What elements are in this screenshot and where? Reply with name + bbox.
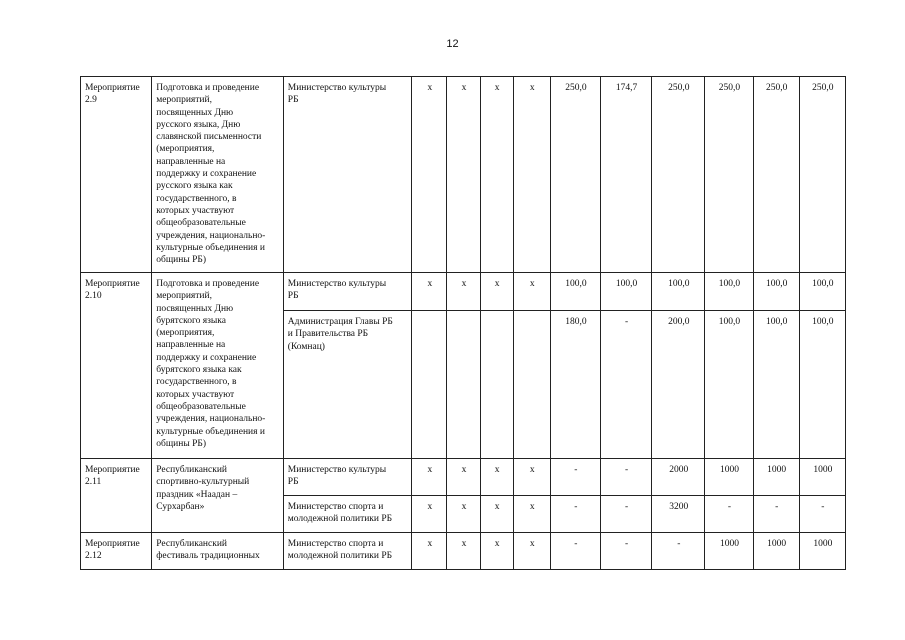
value-cell: 1000 xyxy=(753,459,799,496)
text-line: Сурхарбан» xyxy=(156,501,205,512)
event-id-text: Мероприятие xyxy=(85,539,140,549)
text-line: Министерство спорта и xyxy=(287,502,384,512)
text-line: РБ xyxy=(287,477,299,488)
text-line: бурятского языка как xyxy=(156,365,242,376)
table-row xyxy=(81,273,846,311)
value-cell: х xyxy=(412,533,447,570)
text-line: поддержку и сохранение xyxy=(156,169,257,180)
executor-cell xyxy=(283,533,412,570)
table-row xyxy=(81,533,846,570)
text-line: учреждения, национально- xyxy=(156,230,266,241)
text-line: культурные объединения и xyxy=(156,426,265,437)
text-line: направленные на xyxy=(156,156,226,167)
text-line: Подготовка и проведение xyxy=(156,279,260,289)
event-id-text: Мероприятие xyxy=(85,465,140,475)
text-line: общеобразовательные xyxy=(156,218,246,229)
table-row xyxy=(81,77,846,273)
value-cell: 250,0 xyxy=(652,77,705,273)
text-line: молодежной политики РБ xyxy=(287,514,393,525)
text-line: Республиканский xyxy=(156,465,227,475)
text-line: посвященных Дню xyxy=(156,107,234,118)
event-id-text: 2.10 xyxy=(85,291,102,302)
value-cell: 174,7 xyxy=(600,77,651,273)
value-cell: 100,0 xyxy=(600,273,651,311)
value-cell: х xyxy=(447,533,480,570)
value-cell: - xyxy=(550,533,600,570)
value-cell: 250,0 xyxy=(705,77,753,273)
text-line: русского языка как xyxy=(156,181,233,192)
page-number: 12 xyxy=(446,38,459,50)
text-line: Республиканский xyxy=(156,539,227,549)
value-cell: 100,0 xyxy=(753,311,799,459)
value-cell: 250,0 xyxy=(753,77,799,273)
text-line: которых участвуют xyxy=(156,389,235,400)
text-line: славянской письменности xyxy=(156,132,262,143)
value-cell: - xyxy=(652,533,705,570)
value-cell: - xyxy=(600,459,651,496)
value-cell: - xyxy=(799,496,845,533)
event-id-text: 2.12 xyxy=(85,551,102,562)
executor-cell xyxy=(283,496,412,533)
value-cell xyxy=(480,311,513,459)
event-id-text: 2.9 xyxy=(85,95,97,106)
value-cell: х xyxy=(412,273,447,311)
value-cell: х xyxy=(480,77,513,273)
value-cell: 100,0 xyxy=(799,273,845,311)
executor-cell xyxy=(283,273,412,311)
text-line: которых участвуют xyxy=(156,205,235,216)
value-cell: - xyxy=(550,459,600,496)
text-line: учреждения, национально- xyxy=(156,414,266,425)
value-cell: х xyxy=(480,533,513,570)
value-cell: 100,0 xyxy=(799,311,845,459)
event-id-cell xyxy=(81,77,152,273)
value-cell: - xyxy=(550,496,600,533)
value-cell: х xyxy=(513,533,550,570)
event-id-cell xyxy=(81,273,152,459)
value-cell: х xyxy=(412,77,447,273)
value-cell: х xyxy=(480,496,513,533)
text-line: Министерство спорта и xyxy=(287,539,384,549)
text-line: общины РБ) xyxy=(156,438,206,449)
text-line: посвященных Дню xyxy=(156,303,234,314)
text-line: РБ xyxy=(287,95,299,106)
text-line: мероприятий, xyxy=(156,95,212,106)
text-line: культурные объединения и xyxy=(156,242,265,253)
value-cell: - xyxy=(705,496,753,533)
value-cell: - xyxy=(600,496,651,533)
value-cell: - xyxy=(600,533,651,570)
value-cell: 100,0 xyxy=(705,311,753,459)
value-cell: х xyxy=(412,459,447,496)
text-line: русского языка, Дню xyxy=(156,119,241,130)
table-row xyxy=(81,459,846,496)
value-cell: 1000 xyxy=(753,533,799,570)
text-line: Администрация Главы РБ xyxy=(287,317,393,327)
value-cell xyxy=(447,311,480,459)
event-description-cell xyxy=(152,77,284,273)
value-cell: 2000 xyxy=(652,459,705,496)
executor-cell xyxy=(283,77,412,273)
text-line: государственного, в xyxy=(156,377,237,388)
program-table xyxy=(80,76,846,570)
value-cell: х xyxy=(447,459,480,496)
value-cell: 1000 xyxy=(705,533,753,570)
text-line: молодежной политики РБ xyxy=(287,551,393,562)
text-line: мероприятий, xyxy=(156,291,212,302)
text-line: фестиваль традиционных xyxy=(156,551,260,562)
value-cell: 250,0 xyxy=(550,77,600,273)
value-cell: 180,0 xyxy=(550,311,600,459)
value-cell: х xyxy=(480,273,513,311)
event-id-cell xyxy=(81,533,152,570)
value-cell: 100,0 xyxy=(652,273,705,311)
text-line: направленные на xyxy=(156,340,226,351)
text-line: Министерство культуры xyxy=(287,465,387,475)
value-cell: 100,0 xyxy=(753,273,799,311)
text-line: Подготовка и проведение xyxy=(156,83,260,93)
text-line: Министерство культуры xyxy=(287,83,387,93)
value-cell: 3200 xyxy=(652,496,705,533)
text-line: праздник «Наадан – xyxy=(156,489,238,500)
text-line: (мероприятия, xyxy=(156,144,215,155)
value-cell: х xyxy=(412,496,447,533)
value-cell: 100,0 xyxy=(705,273,753,311)
value-cell: 1000 xyxy=(705,459,753,496)
executor-cell xyxy=(283,311,412,459)
event-id-text: Мероприятие xyxy=(85,279,140,289)
text-line: (Комнац) xyxy=(287,341,325,352)
text-line: государственного, в xyxy=(156,193,237,204)
value-cell: 100,0 xyxy=(550,273,600,311)
value-cell: - xyxy=(753,496,799,533)
text-line: общины РБ) xyxy=(156,255,206,266)
value-cell: х xyxy=(447,77,480,273)
text-line: (мероприятия, xyxy=(156,328,215,339)
value-cell: 1000 xyxy=(799,533,845,570)
value-cell: - xyxy=(600,311,651,459)
value-cell: х xyxy=(513,273,550,311)
value-cell: 250,0 xyxy=(799,77,845,273)
value-cell: 1000 xyxy=(799,459,845,496)
value-cell xyxy=(412,311,447,459)
text-line: Министерство культуры xyxy=(287,279,387,289)
value-cell: 200,0 xyxy=(652,311,705,459)
value-cell: х xyxy=(513,459,550,496)
text-line: спортивно-культурный xyxy=(156,477,250,488)
value-cell xyxy=(513,311,550,459)
value-cell: х xyxy=(480,459,513,496)
event-description-cell xyxy=(152,459,284,533)
event-id-text: 2.11 xyxy=(85,477,102,488)
text-line: бурятского языка xyxy=(156,315,226,326)
value-cell: х xyxy=(513,496,550,533)
event-id-text: Мероприятие xyxy=(85,83,140,93)
value-cell: х xyxy=(447,496,480,533)
text-line: общеобразовательные xyxy=(156,401,246,412)
event-description-cell xyxy=(152,273,284,459)
table-body xyxy=(81,77,846,570)
text-line: РБ xyxy=(287,291,299,302)
event-id-cell xyxy=(81,459,152,533)
text-line: поддержку и сохранение xyxy=(156,352,257,363)
text-line: и Правительства РБ xyxy=(287,329,369,340)
event-description-cell xyxy=(152,533,284,570)
executor-cell xyxy=(283,459,412,496)
value-cell: х xyxy=(447,273,480,311)
value-cell: х xyxy=(513,77,550,273)
